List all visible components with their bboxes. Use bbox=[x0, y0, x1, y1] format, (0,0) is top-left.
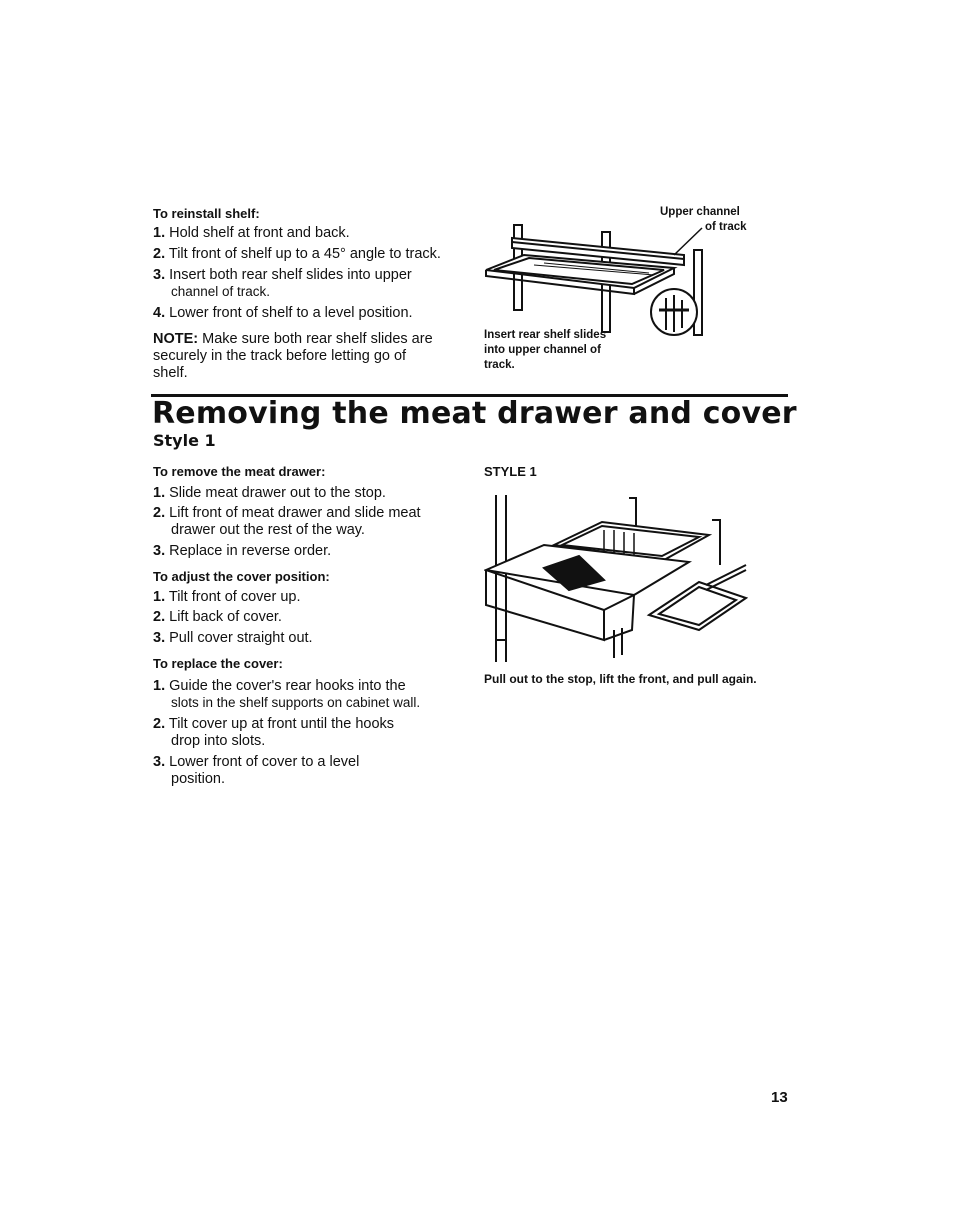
step-text: Tilt front of shelf up to a 45° angle to track. bbox=[168, 246, 441, 262]
replace-step-1-cont: slots in the shelf supports on cabinet wall. bbox=[171, 695, 421, 710]
step-number: 1. bbox=[153, 225, 166, 241]
note-line-1 bbox=[153, 330, 433, 348]
adjust-step-1 bbox=[153, 588, 301, 606]
note-text: Make sure both rear shelf slides are bbox=[202, 331, 433, 347]
remove-step-3 bbox=[153, 542, 331, 560]
step-number: 4. bbox=[153, 305, 166, 321]
reinstall-step-4 bbox=[153, 304, 413, 322]
remove-step-1 bbox=[153, 484, 386, 502]
step-text: Lower front of cover to a level bbox=[169, 754, 360, 770]
adjust-cover-heading: To adjust the cover position: bbox=[153, 569, 330, 584]
remove-step-2 bbox=[153, 504, 421, 522]
step-text: Pull cover straight out. bbox=[169, 630, 313, 646]
step-number: 3. bbox=[153, 754, 166, 770]
figure2-label: STYLE 1 bbox=[484, 464, 537, 479]
shelf-illustration bbox=[484, 220, 714, 345]
step-text: Guide the cover's rear hooks into the bbox=[169, 678, 406, 694]
step-text: Slide meat drawer out to the stop. bbox=[169, 485, 386, 501]
reinstall-step-3-cont: channel of track. bbox=[171, 284, 271, 299]
replace-step-2 bbox=[153, 715, 394, 733]
replace-step-2-cont: drop into slots. bbox=[171, 733, 266, 749]
note-line-3: shelf. bbox=[153, 365, 188, 381]
reinstall-step-3 bbox=[153, 266, 412, 284]
reinstall-step-2 bbox=[153, 245, 441, 263]
step-text: Lift front of meat drawer and slide meat bbox=[169, 505, 421, 521]
reinstall-heading: To reinstall shelf: bbox=[153, 206, 260, 221]
step-number: 1. bbox=[153, 589, 166, 605]
step-number: 2. bbox=[153, 246, 166, 262]
step-number: 2. bbox=[153, 505, 166, 521]
reinstall-step-1 bbox=[153, 224, 350, 242]
figure1-caption-3: track. bbox=[484, 359, 515, 371]
step-text: Replace in reverse order. bbox=[169, 543, 332, 559]
page-number: 13 bbox=[771, 1089, 788, 1106]
section-title: Removing the meat drawer and cover bbox=[152, 396, 797, 431]
remove-step-2-cont: drawer out the rest of the way. bbox=[171, 522, 365, 538]
step-number: 2. bbox=[153, 716, 166, 732]
step-text: Hold shelf at front and back. bbox=[169, 225, 350, 241]
note-label: NOTE: bbox=[153, 331, 199, 347]
figure1-label-track: of track bbox=[705, 221, 747, 233]
adjust-step-3 bbox=[153, 629, 313, 647]
figure1-caption-2: into upper channel of bbox=[484, 344, 601, 356]
meat-drawer-illustration bbox=[484, 490, 748, 665]
figure1-label-upper: Upper channel bbox=[660, 206, 740, 218]
replace-step-3 bbox=[153, 753, 359, 771]
remove-drawer-heading: To remove the meat drawer: bbox=[153, 464, 326, 479]
style-label: Style 1 bbox=[153, 431, 216, 450]
figure1-caption-1: Insert rear shelf slides bbox=[484, 329, 607, 341]
replace-step-3-cont: position. bbox=[171, 771, 226, 787]
replace-cover-heading: To replace the cover: bbox=[153, 656, 283, 671]
note-line-2: securely in the track before letting go of bbox=[153, 348, 407, 364]
step-text: Tilt cover up at front until the hooks bbox=[168, 716, 395, 732]
step-number: 1. bbox=[153, 485, 166, 501]
step-number: 2. bbox=[153, 609, 166, 625]
step-number: 3. bbox=[153, 267, 166, 283]
step-text: Tilt front of cover up. bbox=[168, 589, 301, 605]
step-text: Lower front of shelf to a level position. bbox=[169, 305, 413, 321]
step-number: 3. bbox=[153, 630, 166, 646]
replace-step-1 bbox=[153, 677, 406, 695]
step-number: 3. bbox=[153, 543, 166, 559]
step-number: 1. bbox=[153, 678, 166, 694]
step-text: Lift back of cover. bbox=[169, 609, 282, 625]
step-text: Insert both rear shelf slides into upper bbox=[169, 267, 412, 283]
figure2-caption: Pull out to the stop, lift the front, and pull again. bbox=[484, 672, 757, 686]
adjust-step-2 bbox=[153, 608, 282, 626]
